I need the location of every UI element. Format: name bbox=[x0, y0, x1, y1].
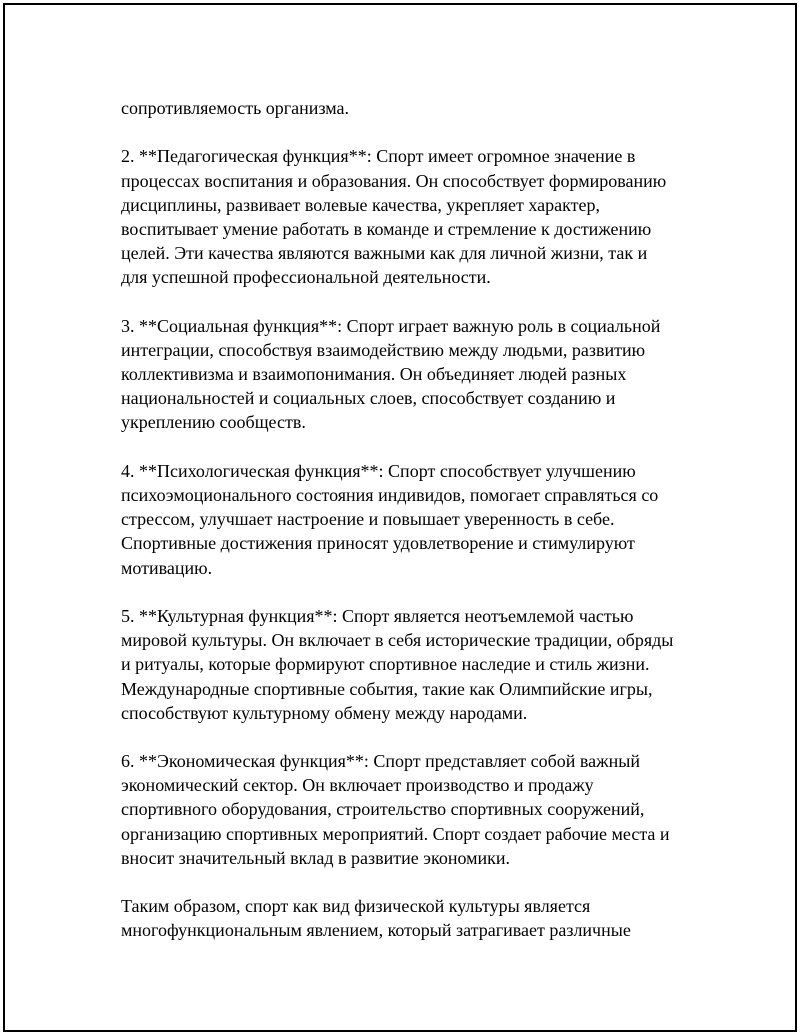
text-line: и ритуалы, которые формируют спортивное наследие и стиль жизни. bbox=[121, 654, 650, 675]
paragraph-gap bbox=[121, 725, 721, 749]
text-line: мотивацию. bbox=[121, 557, 213, 578]
text-line: 3. **Социальная функция**: Спорт играет важную роль в социальной bbox=[121, 315, 661, 336]
paragraph-conclusion bbox=[121, 894, 721, 942]
text-line: укреплению сообществ. bbox=[121, 412, 306, 433]
text-line: сопротивляемость организма. bbox=[121, 98, 350, 118]
paragraph-continuation bbox=[121, 96, 721, 120]
text-line: 4. **Психологическая функция**: Спорт способствует улучшению bbox=[121, 460, 636, 481]
text-line: экономический сектор. Он включает производство и продажу bbox=[121, 775, 594, 796]
text-line: мировой культуры. Он включает в себя исторические традиции, обряды bbox=[121, 630, 674, 651]
text-line: Международные спортивные события, такие как Олимпийские игры, bbox=[121, 678, 653, 699]
paragraph-gap bbox=[121, 120, 721, 144]
text-line: 2. **Педагогическая функция**: Спорт имеет огромное значение в bbox=[121, 146, 636, 167]
text-line: процессах воспитания и образования. Он способствует формированию bbox=[121, 170, 667, 191]
page-frame bbox=[3, 3, 797, 1032]
paragraph-gap bbox=[121, 290, 721, 314]
paragraph-social-function bbox=[121, 314, 721, 435]
text-line: целей. Эти качества являются важными как для личной жизни, так и bbox=[121, 243, 648, 264]
paragraph-economic-function bbox=[121, 749, 721, 870]
text-line: коллективизма и взаимопонимания. Он объединяет людей разных bbox=[121, 364, 627, 385]
text-line: способствуют культурному обмену между народами. bbox=[121, 702, 528, 723]
paragraph-gap bbox=[121, 870, 721, 894]
paragraph-gap bbox=[121, 435, 721, 459]
text-line: стрессом, улучшает настроение и повышает уверенность в себе. bbox=[121, 509, 615, 530]
text-line: 5. **Культурная функция**: Спорт является неотъемлемой частью bbox=[121, 605, 634, 626]
text-line: для успешной профессиональной деятельности. bbox=[121, 267, 491, 288]
text-line: Спортивные достижения приносят удовлетворение и стимулируют bbox=[121, 533, 635, 554]
text-line: организацию спортивных мероприятий. Спорт создает рабочие места и bbox=[121, 823, 670, 844]
text-line: многофункциональным явлением, который затрагивает различные bbox=[121, 920, 631, 941]
page-text bbox=[121, 96, 721, 943]
text-line: воспитывает умение работать в команде и стремление к достижению bbox=[121, 218, 652, 239]
paragraph-psychological-function bbox=[121, 459, 721, 580]
text-line: 6. **Экономическая функция**: Спорт представляет собой важный bbox=[121, 751, 640, 772]
text-line: Таким образом, спорт как вид физической культуры является bbox=[121, 896, 591, 917]
text-line: психоэмоционального состояния индивидов, помогает справляться со bbox=[121, 485, 659, 505]
paragraph-gap bbox=[121, 580, 721, 604]
paragraph-pedagogical-function bbox=[121, 144, 721, 289]
text-line: дисциплины, развивает волевые качества, укрепляет характер, bbox=[121, 194, 600, 215]
text-line: вносит значительный вклад в развитие экономики. bbox=[121, 847, 511, 868]
text-line: национальностей и социальных слоев, способствует созданию и bbox=[121, 388, 616, 409]
paragraph-cultural-function bbox=[121, 604, 721, 725]
text-line: спортивного оборудования, строительство спортивных сооружений, bbox=[121, 799, 645, 820]
text-line: интеграции, способствуя взаимодействию между людьми, развитию bbox=[121, 339, 646, 360]
